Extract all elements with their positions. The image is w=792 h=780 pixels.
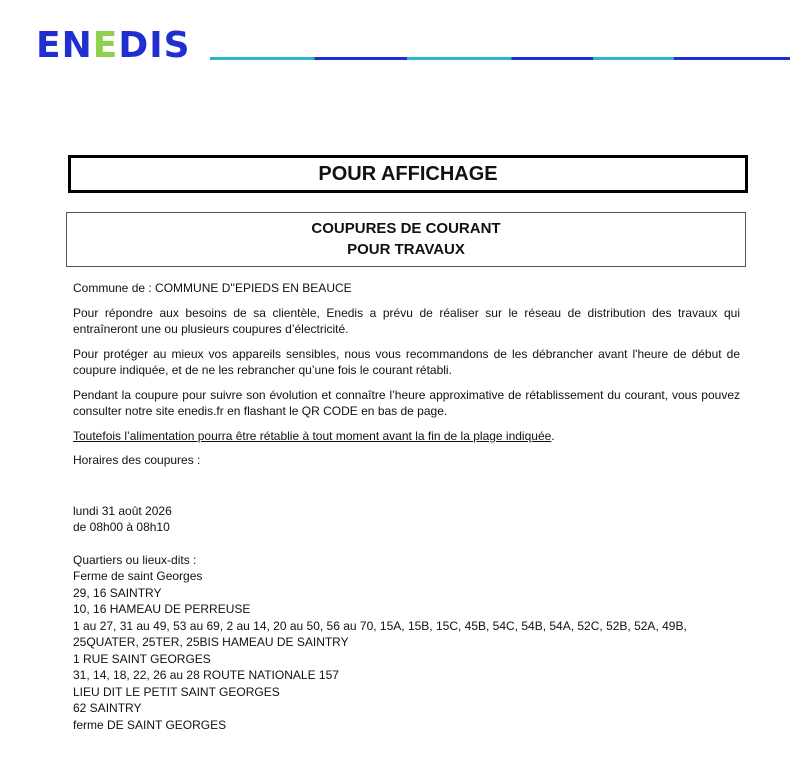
warning-text: Toutefois l’alimentation pourra être rétablie à tout moment avant la fin de la plage indiquée	[73, 428, 552, 443]
places-label: Quartiers ou lieux-dits :	[73, 552, 197, 567]
list-item: 1 au 27, 31 au 49, 53 au 69, 2 au 14, 20 au 50, 56 au 70, 15A, 15B, 15C, 45B, 54C, 54B, 54A, 52C, 52B, 52A, 49B,	[73, 618, 687, 633]
list-item: 62 SAINTRY	[73, 701, 142, 715]
places-list	[73, 552, 740, 734]
enedis-logo	[36, 26, 206, 66]
schedule-label: Horaires des coupures :	[73, 453, 201, 467]
warning-line	[73, 428, 740, 445]
warning-period: .	[551, 428, 555, 443]
paragraph-1: Pour répondre aux besoins de sa clientèle, Enedis a prévu de réaliser sur le réseau de distribution des travaux qui entraîneront une ou plusieurs coupures d’électricité.	[73, 305, 740, 336]
list-item: ferme DE SAINT GEORGES	[73, 717, 227, 732]
header-divider-line	[210, 57, 790, 60]
subtitle-box	[66, 212, 746, 267]
subtitle-line-1: COUPURES DE COURANT	[311, 220, 501, 237]
paragraph-3: Pendant la coupure pour suivre son évolution et connaître l’heure approximative de rétablissement du courant, vous pouvez consulter notre site enedis.fr en flashant le QR CODE en bas de page.	[73, 387, 740, 418]
list-item: LIEU DIT LE PETIT SAINT GEORGES	[73, 684, 280, 699]
list-item: 25QUATER, 25TER, 25BIS HAMEAU DE SAINTRY	[73, 635, 349, 649]
list-item: 31, 14, 18, 22, 26 au 28 ROUTE NATIONALE 157	[73, 668, 339, 682]
list-item: 10, 16 HAMEAU DE PERREUSE	[73, 602, 251, 616]
schedule-time: de 08h00 à 08h10	[73, 520, 170, 534]
logo-part-1: EN	[36, 25, 93, 66]
logo-part-3: DIS	[118, 25, 191, 66]
schedule	[73, 503, 740, 536]
title-box	[68, 155, 748, 193]
notice-body	[73, 280, 740, 733]
list-item: 1 RUE SAINT GEORGES	[73, 651, 211, 666]
subtitle-line-2: POUR TRAVAUX	[347, 241, 465, 258]
list-item: 29, 16 SAINTRY	[73, 585, 162, 600]
paragraph-2: Pour protéger au mieux vos appareils sensibles, nous vous recommandons de les débrancher avant l'heure de début de coupure indiquée, et de ne les rebrancher qu’une fois le courant rétabli.	[73, 346, 740, 377]
list-item: Ferme de saint Georges	[73, 569, 203, 583]
commune-line: Commune de : COMMUNE D''EPIEDS EN BEAUCE	[73, 281, 352, 295]
logo-part-2: E	[92, 25, 119, 66]
title-text: POUR AFFICHAGE	[318, 163, 498, 185]
enedis-logo-text	[36, 26, 206, 66]
schedule-date: lundi 31 août 2026	[73, 503, 172, 518]
spacer	[73, 477, 740, 503]
